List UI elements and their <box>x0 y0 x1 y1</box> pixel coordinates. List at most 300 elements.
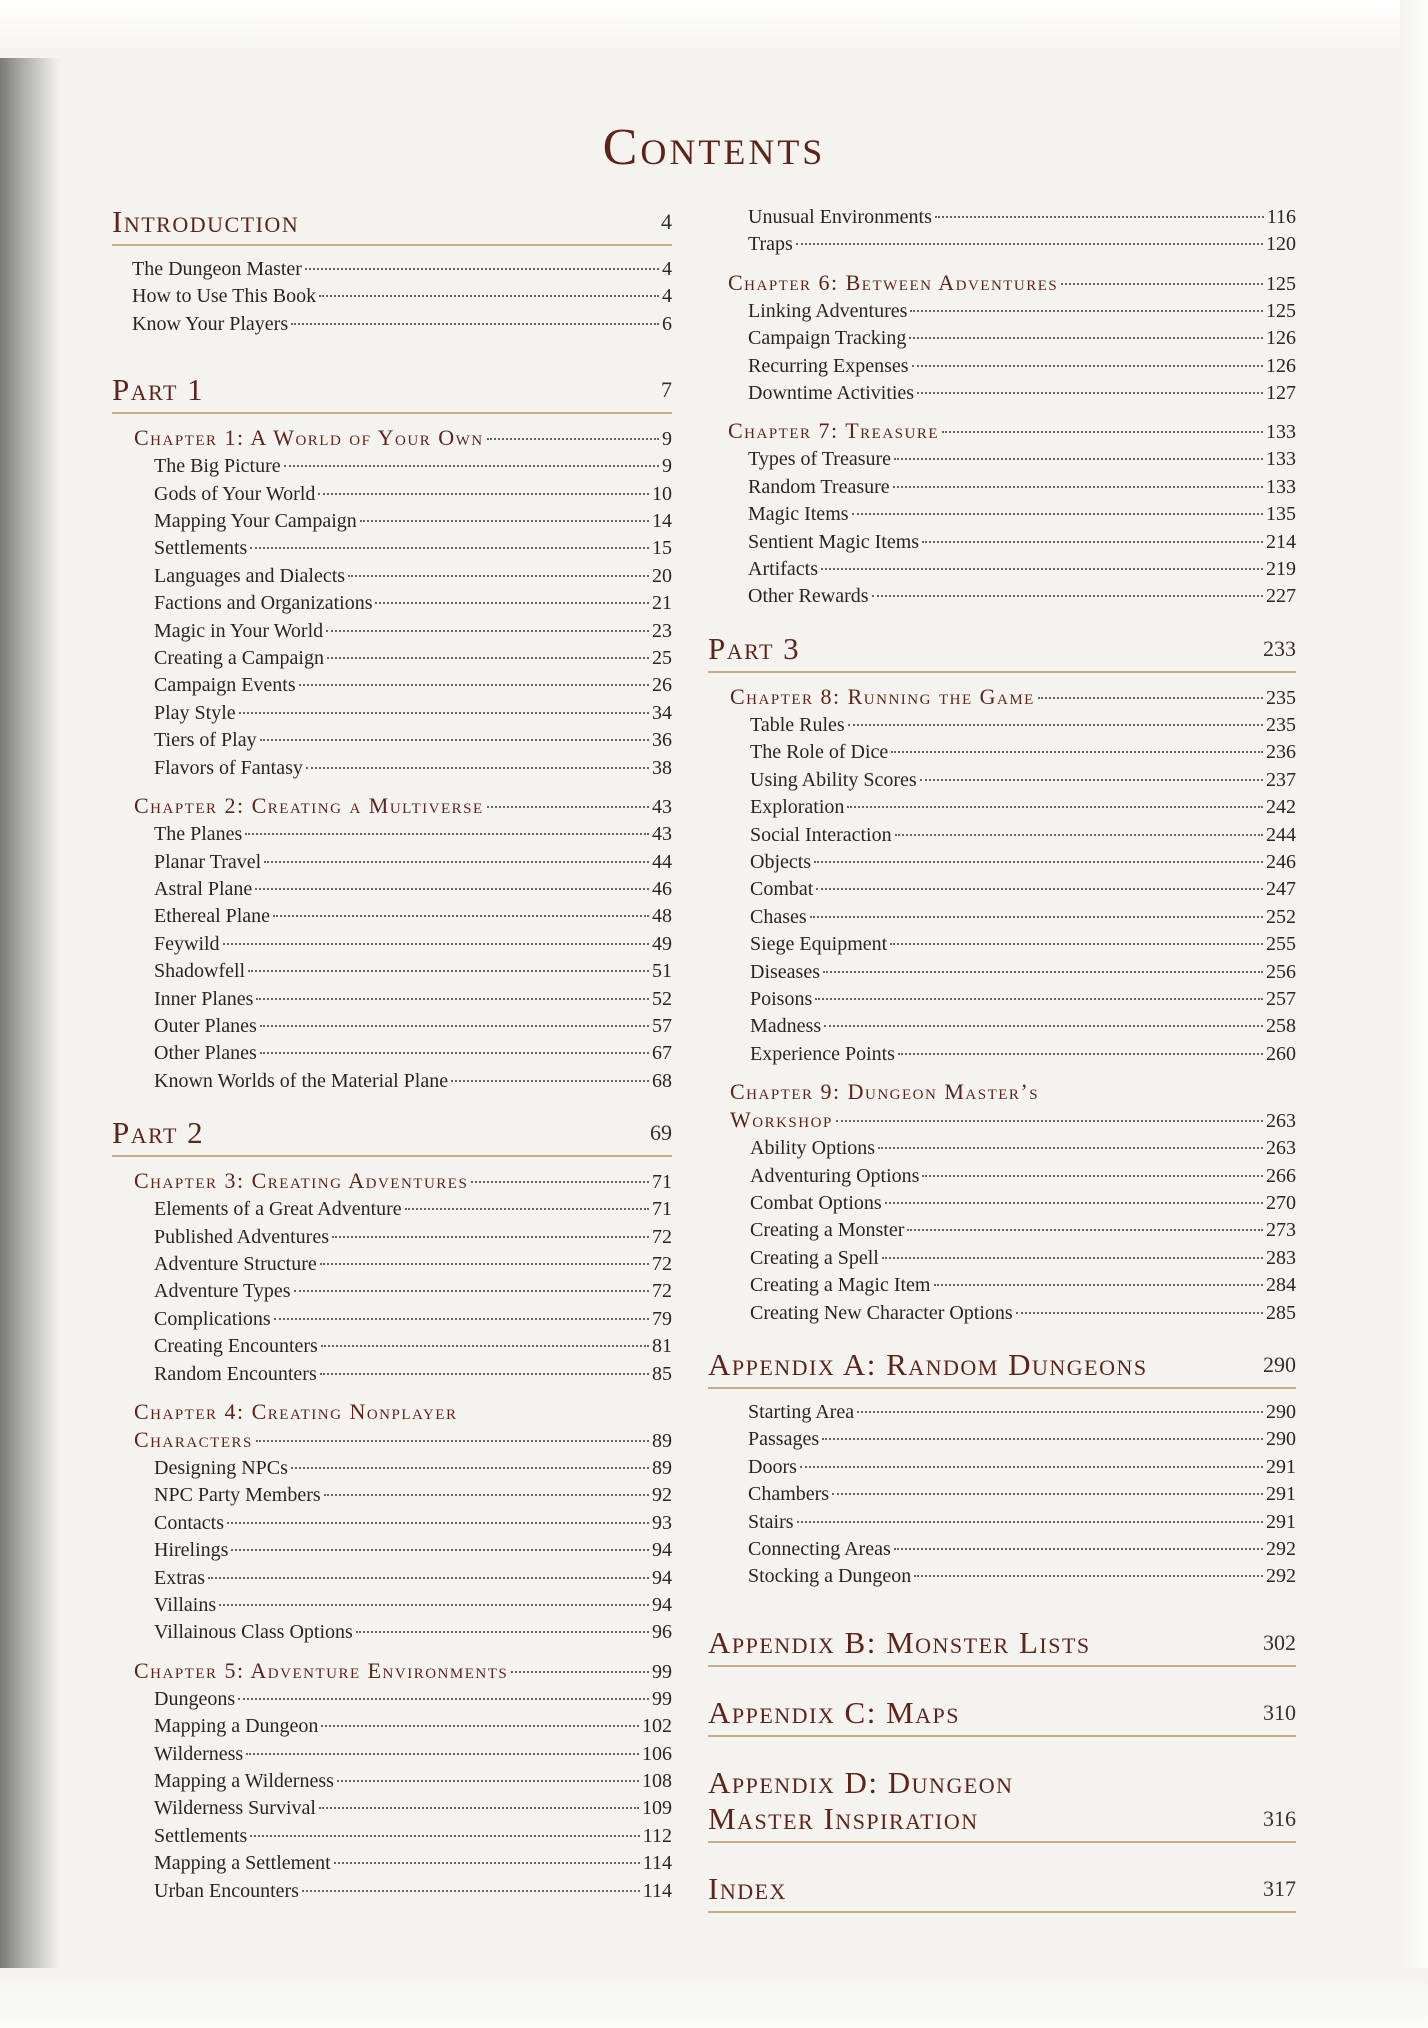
toc-entry[interactable] <box>708 1563 1296 1590</box>
section-rule <box>708 1665 1296 1667</box>
chapter-heading[interactable] <box>730 683 1296 712</box>
entry-page: 89 <box>652 1457 672 1479</box>
toc-entry[interactable] <box>134 1795 672 1822</box>
entry-label: Passages <box>748 1428 820 1451</box>
entry-label: Artifacts <box>748 558 818 581</box>
toc-entry[interactable] <box>134 563 672 590</box>
chapter-page: 263 <box>1266 1110 1296 1133</box>
toc-entry[interactable] <box>728 446 1296 473</box>
toc-entry[interactable] <box>134 1619 672 1646</box>
leader-dots <box>878 1147 1263 1149</box>
toc-entry[interactable] <box>134 1878 672 1905</box>
leader-dots <box>824 1025 1263 1027</box>
entry-label: Recurring Expenses <box>748 354 909 377</box>
entry-label: Creating Encounters <box>154 1335 318 1358</box>
entry-label: Experience Points <box>750 1042 895 1065</box>
chapter-page: 133 <box>1266 421 1296 444</box>
entry-page: 43 <box>652 823 672 846</box>
entry-label: Doors <box>748 1455 797 1478</box>
leader-dots <box>260 1052 649 1054</box>
toc-entry[interactable] <box>134 1713 672 1740</box>
entry-label: Chambers <box>748 1483 830 1506</box>
toc-entry[interactable] <box>134 755 672 782</box>
leader-dots <box>487 806 649 808</box>
section-page: 290 <box>1263 1352 1296 1377</box>
entry-label: Elements of a Great Adventure <box>154 1198 402 1221</box>
leader-dots <box>319 295 659 297</box>
toc-entry[interactable] <box>134 1455 672 1482</box>
toc-entry[interactable] <box>134 1482 672 1509</box>
entry-page: 116 <box>1266 206 1296 228</box>
toc-entry[interactable] <box>134 645 672 672</box>
entry-label: Mapping a Dungeon <box>154 1715 319 1738</box>
leader-dots <box>882 1257 1263 1259</box>
toc-index <box>708 1871 1296 1913</box>
leader-dots <box>934 1284 1264 1286</box>
toc-appendix-b <box>708 1625 1296 1667</box>
section-rule <box>112 244 672 246</box>
toc-entry[interactable] <box>730 849 1296 876</box>
entry-page: 67 <box>652 1042 672 1065</box>
leader-dots <box>306 767 649 769</box>
toc-entry[interactable] <box>730 1041 1296 1068</box>
toc-entry[interactable] <box>134 1251 672 1278</box>
entry-label: Settlements <box>154 1824 248 1847</box>
entry-label: Flavors of Fantasy <box>154 756 303 779</box>
chapter-title-line-1[interactable]: Chapter 4: Creating Nonplayer <box>134 1399 458 1424</box>
leader-dots <box>822 1438 1263 1440</box>
entry-label: Campaign Events <box>154 674 296 697</box>
entry-label: Linking Adventures <box>748 299 908 322</box>
entry-label: Creating a Magic Item <box>750 1274 931 1297</box>
leader-dots <box>327 657 649 659</box>
entry-page: 126 <box>1266 354 1296 377</box>
leader-dots <box>832 1493 1263 1495</box>
chapter-heading[interactable] <box>134 792 672 821</box>
section-heading[interactable] <box>708 1625 1296 1661</box>
leader-dots <box>942 431 1263 433</box>
entry-page: 237 <box>1266 768 1296 791</box>
toc-entry[interactable] <box>728 325 1296 352</box>
toc-entry[interactable] <box>134 931 672 958</box>
leader-dots <box>326 630 649 632</box>
toc-entry[interactable] <box>134 1592 672 1619</box>
toc-entry[interactable] <box>134 1823 672 1850</box>
toc-entry[interactable] <box>134 821 672 848</box>
leader-dots <box>1061 283 1263 285</box>
entry-label: Outer Planes <box>154 1014 257 1037</box>
entry-page: 291 <box>1266 1455 1296 1478</box>
toc-entry[interactable] <box>730 931 1296 958</box>
toc-entry[interactable] <box>728 231 1296 258</box>
chapter-heading[interactable] <box>134 1657 672 1686</box>
toc-introduction <box>112 204 672 338</box>
toc-entry[interactable] <box>112 283 672 310</box>
leader-dots <box>250 1835 639 1837</box>
entry-label: Creating a Monster <box>750 1219 905 1242</box>
chapter-title: Chapter 6: Between Adventures <box>728 269 1059 295</box>
entry-label: Adventuring Options <box>750 1164 920 1187</box>
toc-entry[interactable] <box>730 822 1296 849</box>
leader-dots <box>891 751 1263 753</box>
entry-page: 72 <box>652 1280 672 1303</box>
section-rule <box>708 1735 1296 1737</box>
chapter-heading[interactable] <box>728 417 1296 446</box>
entry-page: 291 <box>1266 1483 1296 1506</box>
leader-dots <box>208 1577 649 1579</box>
section-heading[interactable] <box>112 1115 672 1151</box>
chapter-title: Chapter 3: Creating Adventures <box>134 1168 469 1194</box>
toc-entry[interactable] <box>730 986 1296 1013</box>
toc-entry[interactable] <box>730 1300 1296 1327</box>
entry-label: Magic in Your World <box>154 619 324 642</box>
entry-label: Ethereal Plane <box>154 905 271 928</box>
toc-entry[interactable] <box>134 700 672 727</box>
entry-label: Siege Equipment <box>750 933 888 956</box>
entry-label: Tiers of Play <box>154 729 257 752</box>
entry-label: Published Adventures <box>154 1225 329 1248</box>
toc-entry[interactable] <box>730 1190 1296 1217</box>
toc-entry[interactable] <box>134 481 672 508</box>
section-page: 233 <box>1263 635 1296 661</box>
leader-dots <box>319 1807 639 1809</box>
toc-entry[interactable] <box>112 256 672 283</box>
entry-page: 292 <box>1266 1538 1296 1561</box>
toc-part-3 <box>708 631 1296 1327</box>
toc-entry[interactable] <box>708 1454 1296 1481</box>
toc-entry[interactable] <box>134 1686 672 1713</box>
entry-label: Magic Items <box>748 503 849 526</box>
toc-entry[interactable] <box>728 298 1296 325</box>
section-rule <box>112 1155 672 1157</box>
toc-right-column <box>708 204 1296 1913</box>
entry-list <box>112 1167 672 1905</box>
entry-page: 92 <box>652 1484 672 1507</box>
entry-page: 44 <box>652 850 672 873</box>
toc-entry[interactable] <box>708 1536 1296 1563</box>
leader-dots <box>907 1229 1263 1231</box>
entry-label: Known Worlds of the Material Plane <box>154 1069 449 1092</box>
entry-page: 126 <box>1266 327 1296 350</box>
leader-dots <box>219 1604 649 1606</box>
entry-label: Planar Travel <box>154 850 262 873</box>
chapter-heading[interactable] <box>134 1426 672 1455</box>
leader-dots <box>894 1548 1263 1550</box>
entry-page: 34 <box>652 701 672 724</box>
entry-page: 9 <box>662 455 672 478</box>
leader-dots <box>815 998 1263 1000</box>
entry-label: Chases <box>750 905 807 928</box>
leader-dots <box>284 465 659 467</box>
entry-label: Unusual Environments <box>748 206 932 228</box>
toc-appendix-c <box>708 1695 1296 1737</box>
leader-dots <box>910 310 1263 312</box>
toc-entry[interactable] <box>730 767 1296 794</box>
toc-entry[interactable] <box>134 958 672 985</box>
entry-list <box>708 1399 1296 1591</box>
entry-page: 125 <box>1266 299 1296 322</box>
section-page: 69 <box>650 1120 672 1146</box>
entry-page: 4 <box>662 258 672 280</box>
entry-page: 93 <box>652 1511 672 1534</box>
entry-page: 263 <box>1266 1137 1296 1160</box>
toc-entry[interactable] <box>708 1399 1296 1426</box>
entry-page: 94 <box>652 1539 672 1562</box>
entry-page: 227 <box>1266 585 1296 608</box>
leader-dots <box>917 392 1263 394</box>
chapter-page: 9 <box>662 428 672 451</box>
toc-entry[interactable] <box>730 712 1296 739</box>
toc-entry[interactable] <box>134 1196 672 1223</box>
leader-dots <box>324 1494 649 1496</box>
entry-label: Know Your Players <box>132 312 289 335</box>
entry-page: 291 <box>1266 1510 1296 1533</box>
entry-label: The Planes <box>154 823 243 846</box>
entry-label: Contacts <box>154 1511 224 1534</box>
toc-entry[interactable] <box>134 1768 672 1795</box>
entry-label: The Big Picture <box>154 455 281 478</box>
toc-entry[interactable] <box>730 876 1296 903</box>
toc-entry[interactable] <box>730 794 1296 821</box>
leader-dots <box>800 1466 1263 1468</box>
entry-page: 290 <box>1266 1428 1296 1451</box>
entry-page: 135 <box>1266 503 1296 526</box>
section-rule <box>112 412 672 414</box>
section-title: Introduction <box>112 204 300 239</box>
entry-label: Using Ability Scores <box>750 768 917 791</box>
entry-label: Adventure Structure <box>154 1252 317 1275</box>
page-edge-bottom <box>0 1968 1428 2028</box>
entry-page: 94 <box>652 1594 672 1617</box>
leader-dots <box>1038 697 1263 699</box>
leader-dots <box>823 971 1263 973</box>
chapter-title-line-2: Characters <box>134 1427 253 1452</box>
chapter-title: Chapter 5: Adventure Environments <box>134 1657 509 1683</box>
entry-page: 120 <box>1266 233 1296 256</box>
entry-label: Stairs <box>748 1510 794 1533</box>
entry-page: 114 <box>642 1852 672 1875</box>
entry-page: 15 <box>652 537 672 560</box>
entry-label: Dungeons <box>154 1687 236 1710</box>
chapter-title: Chapter 1: A World of Your Own <box>134 425 484 451</box>
section-heading[interactable] <box>112 372 672 408</box>
toc-entry[interactable] <box>134 727 672 754</box>
section-heading[interactable] <box>708 1695 1296 1731</box>
leader-dots <box>256 998 649 1000</box>
toc-entry[interactable] <box>134 1278 672 1305</box>
toc-entry[interactable] <box>730 1163 1296 1190</box>
toc-entry[interactable] <box>134 1850 672 1877</box>
leader-dots <box>1016 1312 1263 1314</box>
entry-page: 46 <box>652 877 672 900</box>
entry-page: 96 <box>652 1621 672 1644</box>
toc-entry[interactable] <box>134 453 672 480</box>
entry-page: 290 <box>1266 1401 1296 1423</box>
section-heading[interactable] <box>708 1871 1296 1907</box>
section-page: 317 <box>1263 1875 1296 1901</box>
toc-entry[interactable] <box>134 903 672 930</box>
entry-label: Factions and Organizations <box>154 592 373 615</box>
section-title: Index <box>708 1870 787 1906</box>
toc-entry[interactable] <box>134 1741 672 1768</box>
entry-page: 260 <box>1266 1042 1296 1065</box>
entry-page: 108 <box>642 1770 672 1793</box>
chapter-page: 89 <box>652 1430 672 1452</box>
toc-entry[interactable] <box>728 556 1296 583</box>
entry-label: Settlements <box>154 537 248 560</box>
section-title-line-2: Master Inspiration <box>708 1800 979 1836</box>
leader-dots <box>227 1522 649 1524</box>
leader-dots <box>912 365 1263 367</box>
toc-entry[interactable] <box>730 904 1296 931</box>
toc-entry[interactable] <box>728 353 1296 380</box>
entry-label: Mapping Your Campaign <box>154 510 357 533</box>
entry-page: 14 <box>652 510 672 533</box>
toc-entry[interactable] <box>134 1224 672 1251</box>
entry-list <box>728 204 1296 611</box>
entry-label: Languages and Dialects <box>154 564 346 587</box>
entry-label: Designing NPCs <box>154 1457 288 1479</box>
chapter-heading[interactable] <box>728 269 1296 298</box>
entry-label: Play Style <box>154 701 236 724</box>
entry-label: Shadowfell <box>154 960 246 983</box>
toc-entry[interactable] <box>728 583 1296 610</box>
leader-dots <box>239 712 649 714</box>
toc-entry[interactable] <box>134 535 672 562</box>
toc-entry[interactable] <box>134 590 672 617</box>
toc-entry[interactable] <box>134 1333 672 1360</box>
leader-dots <box>356 1631 649 1633</box>
toc-entry[interactable] <box>728 501 1296 528</box>
section-heading[interactable] <box>708 1765 1296 1837</box>
leader-dots <box>487 438 659 440</box>
leader-dots <box>836 1120 1263 1122</box>
section-rule <box>708 1387 1296 1389</box>
toc-entry[interactable] <box>708 1481 1296 1508</box>
leader-dots <box>920 779 1263 781</box>
entry-page: 85 <box>652 1362 672 1385</box>
entry-label: Other Planes <box>154 1042 257 1065</box>
toc-entry[interactable] <box>728 204 1296 231</box>
leader-dots <box>890 943 1263 945</box>
entry-page: 219 <box>1266 558 1296 581</box>
leader-dots <box>814 861 1263 863</box>
leader-dots <box>337 1780 639 1782</box>
entry-page: 26 <box>652 674 672 697</box>
toc-entry[interactable] <box>730 1272 1296 1299</box>
entry-page: 256 <box>1266 960 1296 983</box>
chapter-title-line-1[interactable]: Chapter 9: Dungeon Master’s <box>730 1079 1040 1105</box>
toc-entry[interactable] <box>134 1537 672 1564</box>
toc-entry[interactable] <box>730 739 1296 766</box>
entry-label: Mapping a Settlement <box>154 1852 331 1875</box>
chapter-heading[interactable] <box>730 1106 1296 1135</box>
toc-entry[interactable] <box>134 508 672 535</box>
entry-page: 23 <box>652 619 672 642</box>
leader-dots <box>291 323 659 325</box>
entry-label: Starting Area <box>748 1401 855 1423</box>
chapter-heading[interactable] <box>134 1167 672 1196</box>
entry-label: Inner Planes <box>154 987 254 1010</box>
toc-entry[interactable] <box>730 1217 1296 1244</box>
toc-entry[interactable] <box>134 618 672 645</box>
toc-entry[interactable] <box>730 1135 1296 1162</box>
toc-entry[interactable] <box>708 1509 1296 1536</box>
chapter-heading[interactable] <box>134 424 672 453</box>
section-heading[interactable] <box>112 204 672 240</box>
toc-entry[interactable] <box>730 1013 1296 1040</box>
entry-label: Madness <box>750 1015 822 1038</box>
entry-page: 106 <box>642 1742 672 1765</box>
toc-entry[interactable] <box>728 529 1296 556</box>
toc-entry[interactable] <box>134 986 672 1013</box>
entry-page: 114 <box>642 1879 672 1902</box>
toc-entry[interactable] <box>134 876 672 903</box>
toc-entry[interactable] <box>134 1040 672 1067</box>
toc-entry[interactable] <box>134 1361 672 1388</box>
entry-label: NPC Party Members <box>154 1484 321 1507</box>
toc-appendix-d <box>708 1765 1296 1843</box>
toc-entry[interactable] <box>728 380 1296 407</box>
entry-label: Adventure Types <box>154 1280 291 1303</box>
entry-page: 258 <box>1266 1015 1296 1038</box>
entry-label: Feywild <box>154 932 220 955</box>
section-heading[interactable] <box>708 1347 1296 1383</box>
entry-label: Hirelings <box>154 1539 229 1562</box>
leader-dots <box>256 1440 649 1442</box>
entry-label: Combat Options <box>750 1191 882 1214</box>
leader-dots <box>852 513 1263 515</box>
toc-entry[interactable] <box>134 1565 672 1592</box>
toc-entry[interactable] <box>728 474 1296 501</box>
entry-page: 235 <box>1266 713 1296 736</box>
toc-entry[interactable] <box>134 1013 672 1040</box>
toc-entry[interactable] <box>134 1068 672 1095</box>
toc-entry[interactable] <box>134 849 672 876</box>
leader-dots <box>471 1181 649 1183</box>
chapter-page: 43 <box>652 796 672 819</box>
entry-label: Types of Treasure <box>748 448 892 471</box>
leader-dots <box>291 1467 649 1469</box>
toc-entry[interactable] <box>730 1245 1296 1272</box>
entry-list <box>112 256 672 338</box>
leader-dots <box>797 1521 1263 1523</box>
entry-page: 273 <box>1266 1219 1296 1242</box>
toc-entry[interactable] <box>112 311 672 338</box>
entry-label: Creating a Campaign <box>154 647 324 670</box>
section-heading[interactable] <box>708 631 1296 667</box>
leader-dots <box>320 1373 649 1375</box>
toc-entry[interactable] <box>134 1510 672 1537</box>
chapter-title-line-2: Workshop <box>730 1107 833 1133</box>
leader-dots <box>511 1671 649 1673</box>
entry-page: 292 <box>1266 1565 1296 1588</box>
leader-dots <box>847 806 1263 808</box>
entry-page: 270 <box>1266 1191 1296 1214</box>
section-rule <box>708 671 1296 673</box>
section-title: Appendix B: Monster Lists <box>708 1624 1091 1660</box>
entry-label: Gods of Your World <box>154 482 316 505</box>
toc-entry[interactable] <box>708 1426 1296 1453</box>
entry-label: Exploration <box>750 796 845 819</box>
entry-label: Villainous Class Options <box>154 1621 353 1644</box>
toc-entry[interactable] <box>730 959 1296 986</box>
leader-dots <box>334 1862 640 1864</box>
toc-entry[interactable] <box>134 1306 672 1333</box>
entry-page: 72 <box>652 1252 672 1275</box>
entry-label: Wilderness <box>154 1742 244 1765</box>
toc-entry[interactable] <box>134 672 672 699</box>
